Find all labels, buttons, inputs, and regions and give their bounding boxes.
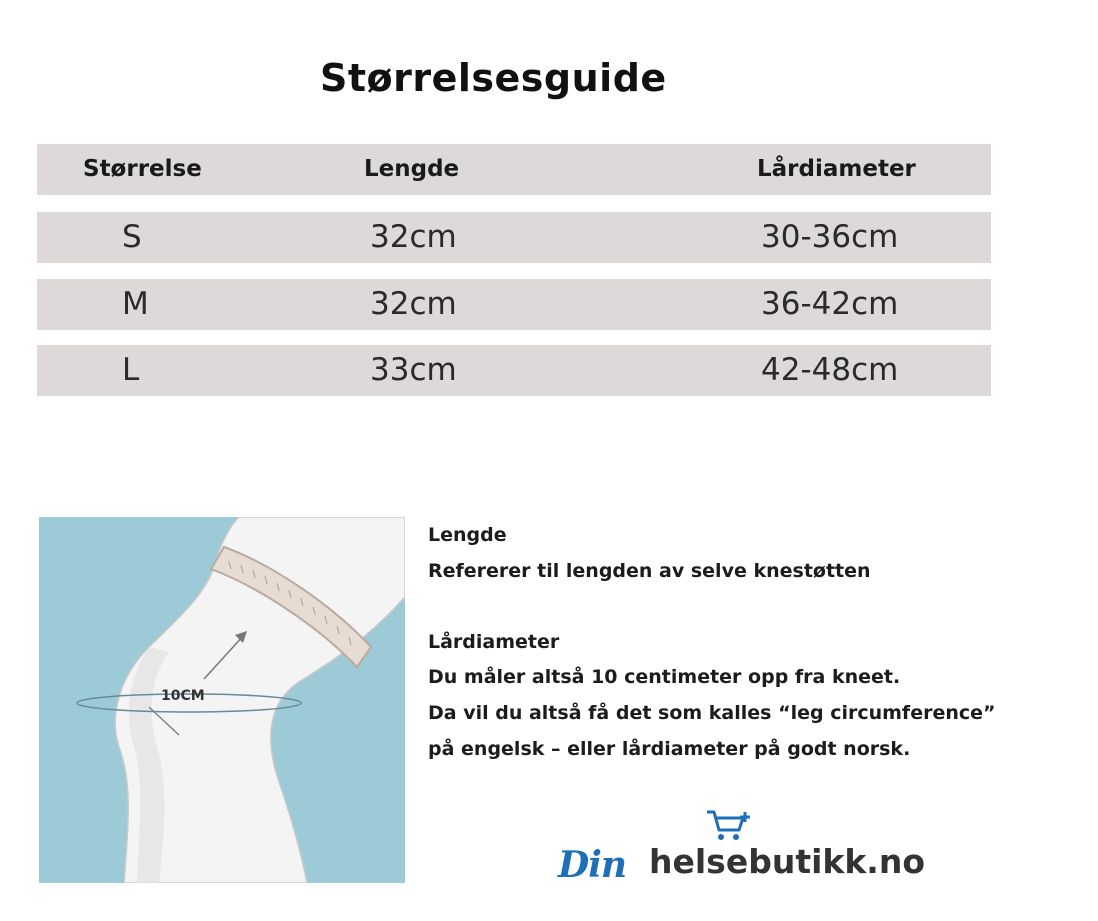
table-header-row [37, 144, 991, 195]
logo-site-name: helsebutikk.no [649, 842, 926, 881]
site-logo [558, 808, 938, 888]
info-line-length-desc: Refererer til lengden av selve knestøtten [428, 559, 871, 582]
cell-length: 32cm [370, 219, 457, 255]
info-spacer [428, 591, 1068, 627]
table-row [37, 345, 991, 396]
table-row [37, 279, 991, 330]
logo-prefix: Din [558, 844, 627, 886]
info-line-length-heading: Lengde [428, 524, 507, 546]
cell-length: 33cm [370, 352, 457, 388]
header-thigh-diameter: Lårdiameter [757, 156, 916, 182]
header-length: Lengde [364, 156, 460, 182]
info-line-diameter-desc-3: på engelsk – eller lårdiameter på godt norsk. [428, 737, 911, 760]
cell-thigh-diameter: 36-42cm [761, 286, 899, 322]
page-title: Størrelsesguide [320, 56, 667, 100]
cell-size: S [122, 219, 142, 255]
knee-illustration [39, 517, 405, 883]
cell-thigh-diameter: 42-48cm [761, 352, 899, 388]
info-line-diameter-desc-1: Du måler altså 10 centimeter opp fra kneet. [428, 666, 901, 689]
cell-size: L [122, 352, 140, 388]
measure-label: 10CM [161, 688, 205, 704]
shopping-cart-plus-icon [705, 808, 753, 844]
header-size: Størrelse [83, 156, 202, 182]
info-line-diameter-heading: Lårdiameter [428, 630, 560, 653]
cell-length: 32cm [370, 286, 457, 322]
info-text [428, 520, 1068, 769]
cell-size: M [122, 286, 149, 322]
info-line-diameter-desc-2: Da vil du altså få det som kalles “leg circumference” [428, 701, 996, 724]
cell-thigh-diameter: 30-36cm [761, 219, 899, 255]
table-row [37, 212, 991, 263]
